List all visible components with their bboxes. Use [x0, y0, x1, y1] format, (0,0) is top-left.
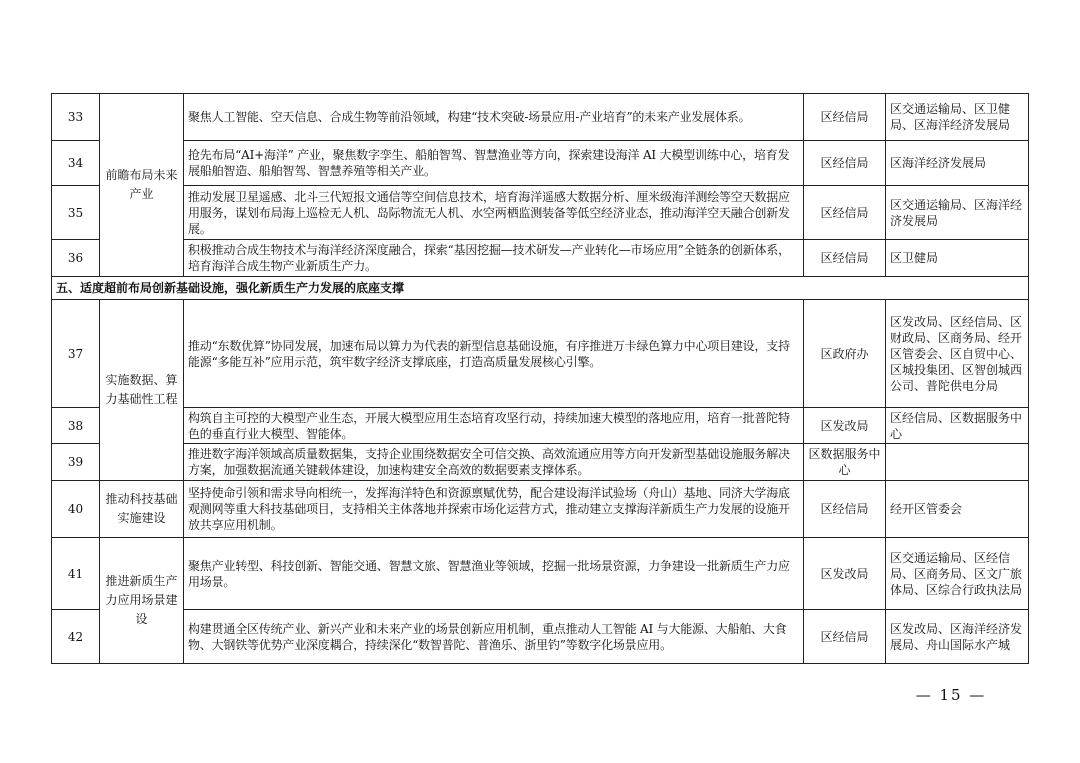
cooperating-units: 区卫健局: [886, 240, 1029, 277]
cooperating-units: [886, 444, 1029, 481]
lead-unit: 区经信局: [804, 186, 886, 240]
lead-unit: 区经信局: [804, 610, 886, 664]
lead-unit: 区发改局: [804, 538, 886, 610]
lead-unit: 区数据服务中心: [804, 444, 886, 481]
lead-unit: 区经信局: [804, 141, 886, 186]
table-row: [52, 94, 1029, 141]
row-number: 37: [52, 300, 100, 408]
task-description: 推进数字海洋领域高质量数据集，支持企业围绕数据安全可信交换、高效流通应用等方向开发新型基础设施服务解决方案，加强数据流通关键载体建设，加速构建安全高效的数据要素支撑体系。: [184, 444, 804, 481]
table-row: [52, 481, 1029, 538]
task-description: 聚焦产业转型、科技创新、智能交通、智慧文旅、智慧渔业等领域，挖掘一批场景资源，力争建设一批新质生产力应用场景。: [184, 538, 804, 610]
row-number: 40: [52, 481, 100, 538]
table-row: [52, 610, 1029, 664]
task-description: 抢先布局“AI+海洋” 产业，聚焦数字孪生、船舶智驾、智慧渔业等方向，探索建设海洋 AI 大模型训练中心，培育发展船舶智造、船舶智驾、智慧养殖等相关产业。: [184, 141, 804, 186]
task-description: 推动发展卫星遥感、北斗三代短报文通信等空间信息技术，培育海洋遥感大数据分析、厘米级海洋测绘等空天数据应用服务，谋划布局海上巡检无人机、岛际物流无人机、水空两栖监测装备等低空经济业态，推动海洋空天融合创新发展。: [184, 186, 804, 240]
section-heading-row: [52, 277, 1029, 300]
cooperating-units: 区交通运输局、区卫健局、区海洋经济发展局: [886, 94, 1029, 141]
lead-unit: 区经信局: [804, 481, 886, 538]
cooperating-units: 区经信局、区数据服务中心: [886, 408, 1029, 444]
lead-unit: 区政府办: [804, 300, 886, 408]
task-description: 坚持使命引领和需求导向相统一，发挥海洋特色和资源禀赋优势，配合建设海洋试验场（舟山）基地、同济大学海底观测网等重大科技基础项目，支持相关主体落地并探索市场化运营方式，推动建立支撑海洋新质生产力发展的设施开放共享应用机制。: [184, 481, 804, 538]
task-description: 构筑自主可控的大模型产业生态，开展大模型应用生态培育攻坚行动，持续加速大模型的落地应用，培育一批普陀特色的垂直行业大模型、智能体。: [184, 408, 804, 444]
row-number: 35: [52, 186, 100, 240]
row-number: 34: [52, 141, 100, 186]
category-cell: 实施数据、算力基础性工程: [100, 300, 184, 481]
lead-unit: 区发改局: [804, 408, 886, 444]
category-cell: 推动科技基础实施建设: [100, 481, 184, 538]
row-number: 42: [52, 610, 100, 664]
table-row: [52, 186, 1029, 240]
row-number: 39: [52, 444, 100, 481]
table-row: [52, 141, 1029, 186]
task-description: 聚焦人工智能、空天信息、合成生物等前沿领域，构建“技术突破-场景应用-产业培育”的未来产业发展体系。: [184, 94, 804, 141]
table-row: [52, 300, 1029, 408]
page-number: — 15 —: [915, 686, 987, 704]
task-table: [51, 93, 1029, 664]
cooperating-units: 区发改局、区海洋经济发展局、舟山国际水产城: [886, 610, 1029, 664]
category-cell: 推进新质生产力应用场景建设: [100, 538, 184, 664]
lead-unit: 区经信局: [804, 240, 886, 277]
row-number: 36: [52, 240, 100, 277]
task-description: 积极推动合成生物技术与海洋经济深度融合，探索“基因挖掘—技术研发—产业转化—市场应用”全链条的创新体系，培育海洋合成生物产业新质生产力。: [184, 240, 804, 277]
table-row: [52, 408, 1029, 444]
cooperating-units: 区交通运输局、区海洋经济发展局: [886, 186, 1029, 240]
cooperating-units: 区交通运输局、区经信局、区商务局、区文广旅体局、区综合行政执法局: [886, 538, 1029, 610]
lead-unit: 区经信局: [804, 94, 886, 141]
section-heading: 五、适度超前布局创新基础设施，强化新质生产力发展的底座支撑: [52, 277, 1029, 300]
category-cell: 前瞻布局未来产业: [100, 94, 184, 277]
cooperating-units: 经开区管委会: [886, 481, 1029, 538]
row-number: 41: [52, 538, 100, 610]
cooperating-units: 区海洋经济发展局: [886, 141, 1029, 186]
cooperating-units: 区发改局、区经信局、区财政局、区商务局、经开区管委会、区自贸中心、区城投集团、区智创城西公司、普陀供电分局: [886, 300, 1029, 408]
table-row: [52, 444, 1029, 481]
task-description: 推动“东数优算”协同发展，加速布局以算力为代表的新型信息基础设施，有序推进万卡绿色算力中心项目建设，支持能源“多能互补”应用示范，筑牢数字经济支撑底座，打造高质量发展核心引擎。: [184, 300, 804, 408]
table-row: [52, 240, 1029, 277]
row-number: 33: [52, 94, 100, 141]
task-description: 构建贯通全区传统产业、新兴产业和未来产业的场景创新应用机制，重点推动人工智能 AI 与大能源、大船舶、大食物、大钢铁等优势产业深度耦合，持续深化“数智普陀、普渔乐、浙里钓”等数字化场景应用。: [184, 610, 804, 664]
row-number: 38: [52, 408, 100, 444]
table-row: [52, 538, 1029, 610]
